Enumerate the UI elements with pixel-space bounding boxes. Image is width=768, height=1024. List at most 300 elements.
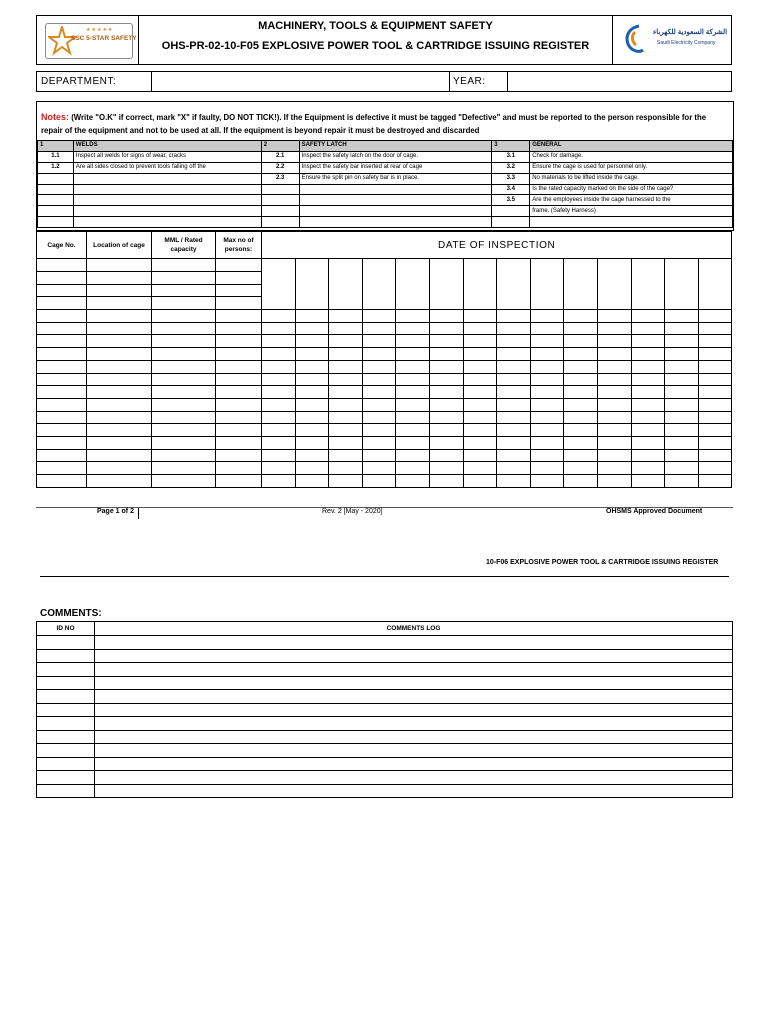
inspection-result-cell[interactable] <box>597 436 631 449</box>
inspection-result-cell[interactable] <box>295 348 329 361</box>
inspection-result-cell[interactable] <box>665 310 699 323</box>
inspection-result-cell[interactable] <box>597 475 631 488</box>
cage-no-cell[interactable] <box>37 360 87 373</box>
inspection-result-cell[interactable] <box>564 411 598 424</box>
cage-no-cell[interactable] <box>37 373 87 386</box>
comment-cell[interactable] <box>95 784 733 798</box>
location-cell[interactable] <box>87 475 152 488</box>
inspection-result-cell[interactable] <box>329 436 363 449</box>
inspection-result-cell[interactable] <box>497 348 531 361</box>
comment-cell[interactable] <box>95 717 733 731</box>
inspection-result-cell[interactable] <box>295 411 329 424</box>
inspection-result-cell[interactable] <box>530 373 564 386</box>
inspection-result-cell[interactable] <box>429 449 463 462</box>
blank-cell[interactable] <box>216 259 262 272</box>
inspection-date-cell[interactable] <box>329 259 363 310</box>
inspection-date-cell[interactable] <box>530 259 564 310</box>
id-no-cell[interactable] <box>37 703 95 717</box>
inspection-result-cell[interactable] <box>329 424 363 437</box>
inspection-result-cell[interactable] <box>631 411 665 424</box>
inspection-result-cell[interactable] <box>497 360 531 373</box>
inspection-result-cell[interactable] <box>396 373 430 386</box>
max-persons-cell[interactable] <box>216 297 262 310</box>
inspection-result-cell[interactable] <box>564 335 598 348</box>
inspection-result-cell[interactable] <box>698 436 732 449</box>
inspection-result-cell[interactable] <box>698 335 732 348</box>
inspection-result-cell[interactable] <box>564 360 598 373</box>
inspection-result-cell[interactable] <box>564 436 598 449</box>
location-cell[interactable] <box>87 398 152 411</box>
inspection-result-cell[interactable] <box>564 449 598 462</box>
inspection-result-cell[interactable] <box>396 310 430 323</box>
inspection-result-cell[interactable] <box>396 424 430 437</box>
inspection-date-cell[interactable] <box>295 259 329 310</box>
inspection-result-cell[interactable] <box>295 322 329 335</box>
capacity-cell[interactable] <box>152 436 216 449</box>
max-persons-cell[interactable] <box>216 322 262 335</box>
inspection-result-cell[interactable] <box>396 475 430 488</box>
inspection-result-cell[interactable] <box>631 475 665 488</box>
inspection-result-cell[interactable] <box>497 411 531 424</box>
id-no-cell[interactable] <box>37 649 95 663</box>
comment-cell[interactable] <box>95 636 733 650</box>
capacity-cell[interactable] <box>152 335 216 348</box>
inspection-result-cell[interactable] <box>597 462 631 475</box>
inspection-result-cell[interactable] <box>665 449 699 462</box>
inspection-result-cell[interactable] <box>295 424 329 437</box>
inspection-result-cell[interactable] <box>497 436 531 449</box>
capacity-cell[interactable] <box>152 398 216 411</box>
inspection-result-cell[interactable] <box>463 424 497 437</box>
inspection-result-cell[interactable] <box>631 348 665 361</box>
inspection-result-cell[interactable] <box>665 386 699 399</box>
inspection-result-cell[interactable] <box>665 360 699 373</box>
cage-no-cell[interactable] <box>37 475 87 488</box>
inspection-result-cell[interactable] <box>530 360 564 373</box>
inspection-result-cell[interactable] <box>362 348 396 361</box>
inspection-result-cell[interactable] <box>497 398 531 411</box>
location-cell[interactable] <box>87 322 152 335</box>
max-persons-cell[interactable] <box>216 335 262 348</box>
inspection-result-cell[interactable] <box>429 411 463 424</box>
location-cell[interactable] <box>87 449 152 462</box>
inspection-result-cell[interactable] <box>597 348 631 361</box>
capacity-cell[interactable] <box>152 411 216 424</box>
inspection-result-cell[interactable] <box>597 411 631 424</box>
inspection-result-cell[interactable] <box>329 462 363 475</box>
comment-cell[interactable] <box>95 676 733 690</box>
cage-no-cell[interactable] <box>37 398 87 411</box>
inspection-result-cell[interactable] <box>463 386 497 399</box>
inspection-result-cell[interactable] <box>631 424 665 437</box>
cage-no-cell[interactable] <box>37 297 87 310</box>
cage-no-cell[interactable] <box>37 335 87 348</box>
inspection-result-cell[interactable] <box>429 360 463 373</box>
comment-cell[interactable] <box>95 730 733 744</box>
inspection-date-cell[interactable] <box>362 259 396 310</box>
inspection-result-cell[interactable] <box>262 373 296 386</box>
cage-no-cell[interactable] <box>37 436 87 449</box>
inspection-result-cell[interactable] <box>429 436 463 449</box>
inspection-date-cell[interactable] <box>698 259 732 310</box>
inspection-result-cell[interactable] <box>262 386 296 399</box>
inspection-result-cell[interactable] <box>597 360 631 373</box>
inspection-result-cell[interactable] <box>463 398 497 411</box>
cage-no-cell[interactable] <box>37 272 87 285</box>
inspection-result-cell[interactable] <box>463 462 497 475</box>
inspection-result-cell[interactable] <box>497 475 531 488</box>
inspection-result-cell[interactable] <box>698 475 732 488</box>
location-cell[interactable] <box>87 436 152 449</box>
inspection-result-cell[interactable] <box>665 462 699 475</box>
inspection-result-cell[interactable] <box>564 475 598 488</box>
inspection-result-cell[interactable] <box>329 386 363 399</box>
inspection-result-cell[interactable] <box>631 322 665 335</box>
capacity-cell[interactable] <box>152 386 216 399</box>
inspection-result-cell[interactable] <box>262 436 296 449</box>
inspection-result-cell[interactable] <box>463 475 497 488</box>
inspection-result-cell[interactable] <box>698 386 732 399</box>
inspection-result-cell[interactable] <box>665 436 699 449</box>
max-persons-cell[interactable] <box>216 284 262 297</box>
inspection-result-cell[interactable] <box>665 348 699 361</box>
max-persons-cell[interactable] <box>216 272 262 285</box>
inspection-result-cell[interactable] <box>429 310 463 323</box>
inspection-result-cell[interactable] <box>362 449 396 462</box>
inspection-result-cell[interactable] <box>262 411 296 424</box>
comment-cell[interactable] <box>95 744 733 758</box>
inspection-result-cell[interactable] <box>530 398 564 411</box>
inspection-result-cell[interactable] <box>329 360 363 373</box>
inspection-result-cell[interactable] <box>295 436 329 449</box>
inspection-result-cell[interactable] <box>329 348 363 361</box>
location-cell[interactable] <box>87 284 152 297</box>
inspection-result-cell[interactable] <box>631 335 665 348</box>
inspection-result-cell[interactable] <box>262 322 296 335</box>
max-persons-cell[interactable] <box>216 310 262 323</box>
inspection-result-cell[interactable] <box>362 360 396 373</box>
inspection-result-cell[interactable] <box>329 310 363 323</box>
inspection-result-cell[interactable] <box>295 360 329 373</box>
inspection-result-cell[interactable] <box>631 373 665 386</box>
inspection-result-cell[interactable] <box>463 373 497 386</box>
blank-cell[interactable] <box>152 259 216 272</box>
inspection-result-cell[interactable] <box>329 335 363 348</box>
inspection-result-cell[interactable] <box>530 386 564 399</box>
inspection-result-cell[interactable] <box>665 335 699 348</box>
inspection-date-cell[interactable] <box>564 259 598 310</box>
max-persons-cell[interactable] <box>216 386 262 399</box>
capacity-cell[interactable] <box>152 449 216 462</box>
capacity-cell[interactable] <box>152 424 216 437</box>
inspection-result-cell[interactable] <box>698 322 732 335</box>
inspection-result-cell[interactable] <box>362 436 396 449</box>
capacity-cell[interactable] <box>152 373 216 386</box>
capacity-cell[interactable] <box>152 272 216 285</box>
id-no-cell[interactable] <box>37 784 95 798</box>
inspection-result-cell[interactable] <box>698 449 732 462</box>
capacity-cell[interactable] <box>152 348 216 361</box>
max-persons-cell[interactable] <box>216 373 262 386</box>
inspection-result-cell[interactable] <box>564 310 598 323</box>
location-cell[interactable] <box>87 411 152 424</box>
inspection-result-cell[interactable] <box>396 449 430 462</box>
inspection-result-cell[interactable] <box>530 449 564 462</box>
max-persons-cell[interactable] <box>216 398 262 411</box>
inspection-result-cell[interactable] <box>429 398 463 411</box>
inspection-result-cell[interactable] <box>362 411 396 424</box>
location-cell[interactable] <box>87 297 152 310</box>
inspection-result-cell[interactable] <box>463 335 497 348</box>
inspection-result-cell[interactable] <box>631 462 665 475</box>
inspection-result-cell[interactable] <box>295 310 329 323</box>
location-cell[interactable] <box>87 424 152 437</box>
inspection-result-cell[interactable] <box>429 386 463 399</box>
blank-cell[interactable] <box>37 259 87 272</box>
inspection-result-cell[interactable] <box>429 462 463 475</box>
inspection-result-cell[interactable] <box>396 436 430 449</box>
inspection-result-cell[interactable] <box>597 310 631 323</box>
inspection-result-cell[interactable] <box>597 398 631 411</box>
inspection-result-cell[interactable] <box>463 322 497 335</box>
capacity-cell[interactable] <box>152 322 216 335</box>
inspection-result-cell[interactable] <box>329 411 363 424</box>
cage-no-cell[interactable] <box>37 348 87 361</box>
inspection-result-cell[interactable] <box>698 348 732 361</box>
max-persons-cell[interactable] <box>216 424 262 437</box>
id-no-cell[interactable] <box>37 757 95 771</box>
blank-cell[interactable] <box>87 259 152 272</box>
inspection-result-cell[interactable] <box>497 449 531 462</box>
cage-no-cell[interactable] <box>37 411 87 424</box>
max-persons-cell[interactable] <box>216 449 262 462</box>
inspection-result-cell[interactable] <box>631 386 665 399</box>
department-field[interactable] <box>155 72 447 91</box>
inspection-date-cell[interactable] <box>262 259 296 310</box>
inspection-result-cell[interactable] <box>631 449 665 462</box>
inspection-result-cell[interactable] <box>497 335 531 348</box>
capacity-cell[interactable] <box>152 462 216 475</box>
inspection-result-cell[interactable] <box>698 360 732 373</box>
inspection-result-cell[interactable] <box>530 310 564 323</box>
inspection-result-cell[interactable] <box>530 335 564 348</box>
inspection-result-cell[interactable] <box>463 436 497 449</box>
inspection-result-cell[interactable] <box>497 462 531 475</box>
inspection-result-cell[interactable] <box>429 424 463 437</box>
inspection-result-cell[interactable] <box>530 411 564 424</box>
inspection-result-cell[interactable] <box>295 462 329 475</box>
inspection-result-cell[interactable] <box>329 373 363 386</box>
inspection-result-cell[interactable] <box>631 436 665 449</box>
inspection-result-cell[interactable] <box>429 373 463 386</box>
id-no-cell[interactable] <box>37 744 95 758</box>
inspection-result-cell[interactable] <box>597 322 631 335</box>
location-cell[interactable] <box>87 360 152 373</box>
inspection-result-cell[interactable] <box>564 348 598 361</box>
inspection-result-cell[interactable] <box>362 462 396 475</box>
inspection-result-cell[interactable] <box>597 424 631 437</box>
inspection-result-cell[interactable] <box>665 373 699 386</box>
location-cell[interactable] <box>87 386 152 399</box>
inspection-result-cell[interactable] <box>362 335 396 348</box>
cage-no-cell[interactable] <box>37 284 87 297</box>
cage-no-cell[interactable] <box>37 449 87 462</box>
inspection-result-cell[interactable] <box>429 348 463 361</box>
inspection-result-cell[interactable] <box>262 360 296 373</box>
inspection-result-cell[interactable] <box>362 310 396 323</box>
inspection-result-cell[interactable] <box>396 360 430 373</box>
cage-no-cell[interactable] <box>37 310 87 323</box>
inspection-result-cell[interactable] <box>631 310 665 323</box>
comment-cell[interactable] <box>95 649 733 663</box>
inspection-result-cell[interactable] <box>329 398 363 411</box>
inspection-result-cell[interactable] <box>396 335 430 348</box>
inspection-result-cell[interactable] <box>564 462 598 475</box>
capacity-cell[interactable] <box>152 475 216 488</box>
inspection-result-cell[interactable] <box>396 398 430 411</box>
inspection-date-cell[interactable] <box>396 259 430 310</box>
inspection-date-cell[interactable] <box>463 259 497 310</box>
inspection-result-cell[interactable] <box>429 322 463 335</box>
location-cell[interactable] <box>87 272 152 285</box>
inspection-result-cell[interactable] <box>665 475 699 488</box>
location-cell[interactable] <box>87 373 152 386</box>
inspection-result-cell[interactable] <box>396 462 430 475</box>
inspection-result-cell[interactable] <box>698 462 732 475</box>
inspection-result-cell[interactable] <box>530 436 564 449</box>
inspection-result-cell[interactable] <box>698 373 732 386</box>
capacity-cell[interactable] <box>152 297 216 310</box>
inspection-date-cell[interactable] <box>665 259 699 310</box>
inspection-date-cell[interactable] <box>429 259 463 310</box>
inspection-result-cell[interactable] <box>497 310 531 323</box>
inspection-result-cell[interactable] <box>530 462 564 475</box>
inspection-result-cell[interactable] <box>295 386 329 399</box>
inspection-result-cell[interactable] <box>698 424 732 437</box>
inspection-date-cell[interactable] <box>631 259 665 310</box>
inspection-result-cell[interactable] <box>463 348 497 361</box>
inspection-result-cell[interactable] <box>530 475 564 488</box>
inspection-result-cell[interactable] <box>262 449 296 462</box>
max-persons-cell[interactable] <box>216 475 262 488</box>
comment-cell[interactable] <box>95 703 733 717</box>
inspection-result-cell[interactable] <box>429 475 463 488</box>
inspection-result-cell[interactable] <box>530 348 564 361</box>
inspection-result-cell[interactable] <box>564 373 598 386</box>
id-no-cell[interactable] <box>37 663 95 677</box>
inspection-result-cell[interactable] <box>396 348 430 361</box>
location-cell[interactable] <box>87 462 152 475</box>
inspection-result-cell[interactable] <box>665 411 699 424</box>
comment-cell[interactable] <box>95 663 733 677</box>
inspection-result-cell[interactable] <box>262 475 296 488</box>
comment-cell[interactable] <box>95 757 733 771</box>
inspection-result-cell[interactable] <box>665 322 699 335</box>
inspection-result-cell[interactable] <box>295 475 329 488</box>
inspection-result-cell[interactable] <box>463 310 497 323</box>
max-persons-cell[interactable] <box>216 411 262 424</box>
inspection-result-cell[interactable] <box>362 398 396 411</box>
inspection-result-cell[interactable] <box>665 424 699 437</box>
inspection-date-cell[interactable] <box>497 259 531 310</box>
inspection-result-cell[interactable] <box>362 475 396 488</box>
inspection-result-cell[interactable] <box>497 424 531 437</box>
inspection-result-cell[interactable] <box>497 322 531 335</box>
inspection-result-cell[interactable] <box>497 386 531 399</box>
cage-no-cell[interactable] <box>37 462 87 475</box>
inspection-result-cell[interactable] <box>329 449 363 462</box>
inspection-result-cell[interactable] <box>262 398 296 411</box>
inspection-result-cell[interactable] <box>262 335 296 348</box>
capacity-cell[interactable] <box>152 284 216 297</box>
comment-cell[interactable] <box>95 771 733 785</box>
comment-cell[interactable] <box>95 690 733 704</box>
inspection-result-cell[interactable] <box>530 424 564 437</box>
inspection-result-cell[interactable] <box>698 398 732 411</box>
cage-no-cell[interactable] <box>37 386 87 399</box>
inspection-result-cell[interactable] <box>463 360 497 373</box>
inspection-result-cell[interactable] <box>396 411 430 424</box>
inspection-result-cell[interactable] <box>295 398 329 411</box>
inspection-result-cell[interactable] <box>295 335 329 348</box>
id-no-cell[interactable] <box>37 676 95 690</box>
inspection-result-cell[interactable] <box>329 475 363 488</box>
inspection-date-cell[interactable] <box>597 259 631 310</box>
id-no-cell[interactable] <box>37 730 95 744</box>
location-cell[interactable] <box>87 348 152 361</box>
inspection-result-cell[interactable] <box>665 398 699 411</box>
inspection-result-cell[interactable] <box>295 449 329 462</box>
inspection-result-cell[interactable] <box>698 411 732 424</box>
inspection-result-cell[interactable] <box>329 322 363 335</box>
cage-no-cell[interactable] <box>37 322 87 335</box>
inspection-result-cell[interactable] <box>362 373 396 386</box>
max-persons-cell[interactable] <box>216 462 262 475</box>
year-field[interactable] <box>511 72 729 91</box>
inspection-result-cell[interactable] <box>631 360 665 373</box>
inspection-result-cell[interactable] <box>564 398 598 411</box>
capacity-cell[interactable] <box>152 310 216 323</box>
inspection-result-cell[interactable] <box>463 449 497 462</box>
id-no-cell[interactable] <box>37 636 95 650</box>
id-no-cell[interactable] <box>37 771 95 785</box>
max-persons-cell[interactable] <box>216 360 262 373</box>
inspection-result-cell[interactable] <box>530 322 564 335</box>
max-persons-cell[interactable] <box>216 436 262 449</box>
id-no-cell[interactable] <box>37 717 95 731</box>
inspection-result-cell[interactable] <box>597 386 631 399</box>
id-no-cell[interactable] <box>37 690 95 704</box>
location-cell[interactable] <box>87 310 152 323</box>
max-persons-cell[interactable] <box>216 348 262 361</box>
inspection-result-cell[interactable] <box>262 348 296 361</box>
inspection-result-cell[interactable] <box>497 373 531 386</box>
inspection-result-cell[interactable] <box>597 335 631 348</box>
inspection-result-cell[interactable] <box>564 386 598 399</box>
inspection-result-cell[interactable] <box>362 386 396 399</box>
inspection-result-cell[interactable] <box>597 373 631 386</box>
inspection-result-cell[interactable] <box>295 373 329 386</box>
cage-no-cell[interactable] <box>37 424 87 437</box>
inspection-result-cell[interactable] <box>396 386 430 399</box>
inspection-result-cell[interactable] <box>564 424 598 437</box>
inspection-result-cell[interactable] <box>262 462 296 475</box>
inspection-result-cell[interactable] <box>262 424 296 437</box>
inspection-result-cell[interactable] <box>429 335 463 348</box>
inspection-result-cell[interactable] <box>396 322 430 335</box>
inspection-result-cell[interactable] <box>597 449 631 462</box>
location-cell[interactable] <box>87 335 152 348</box>
